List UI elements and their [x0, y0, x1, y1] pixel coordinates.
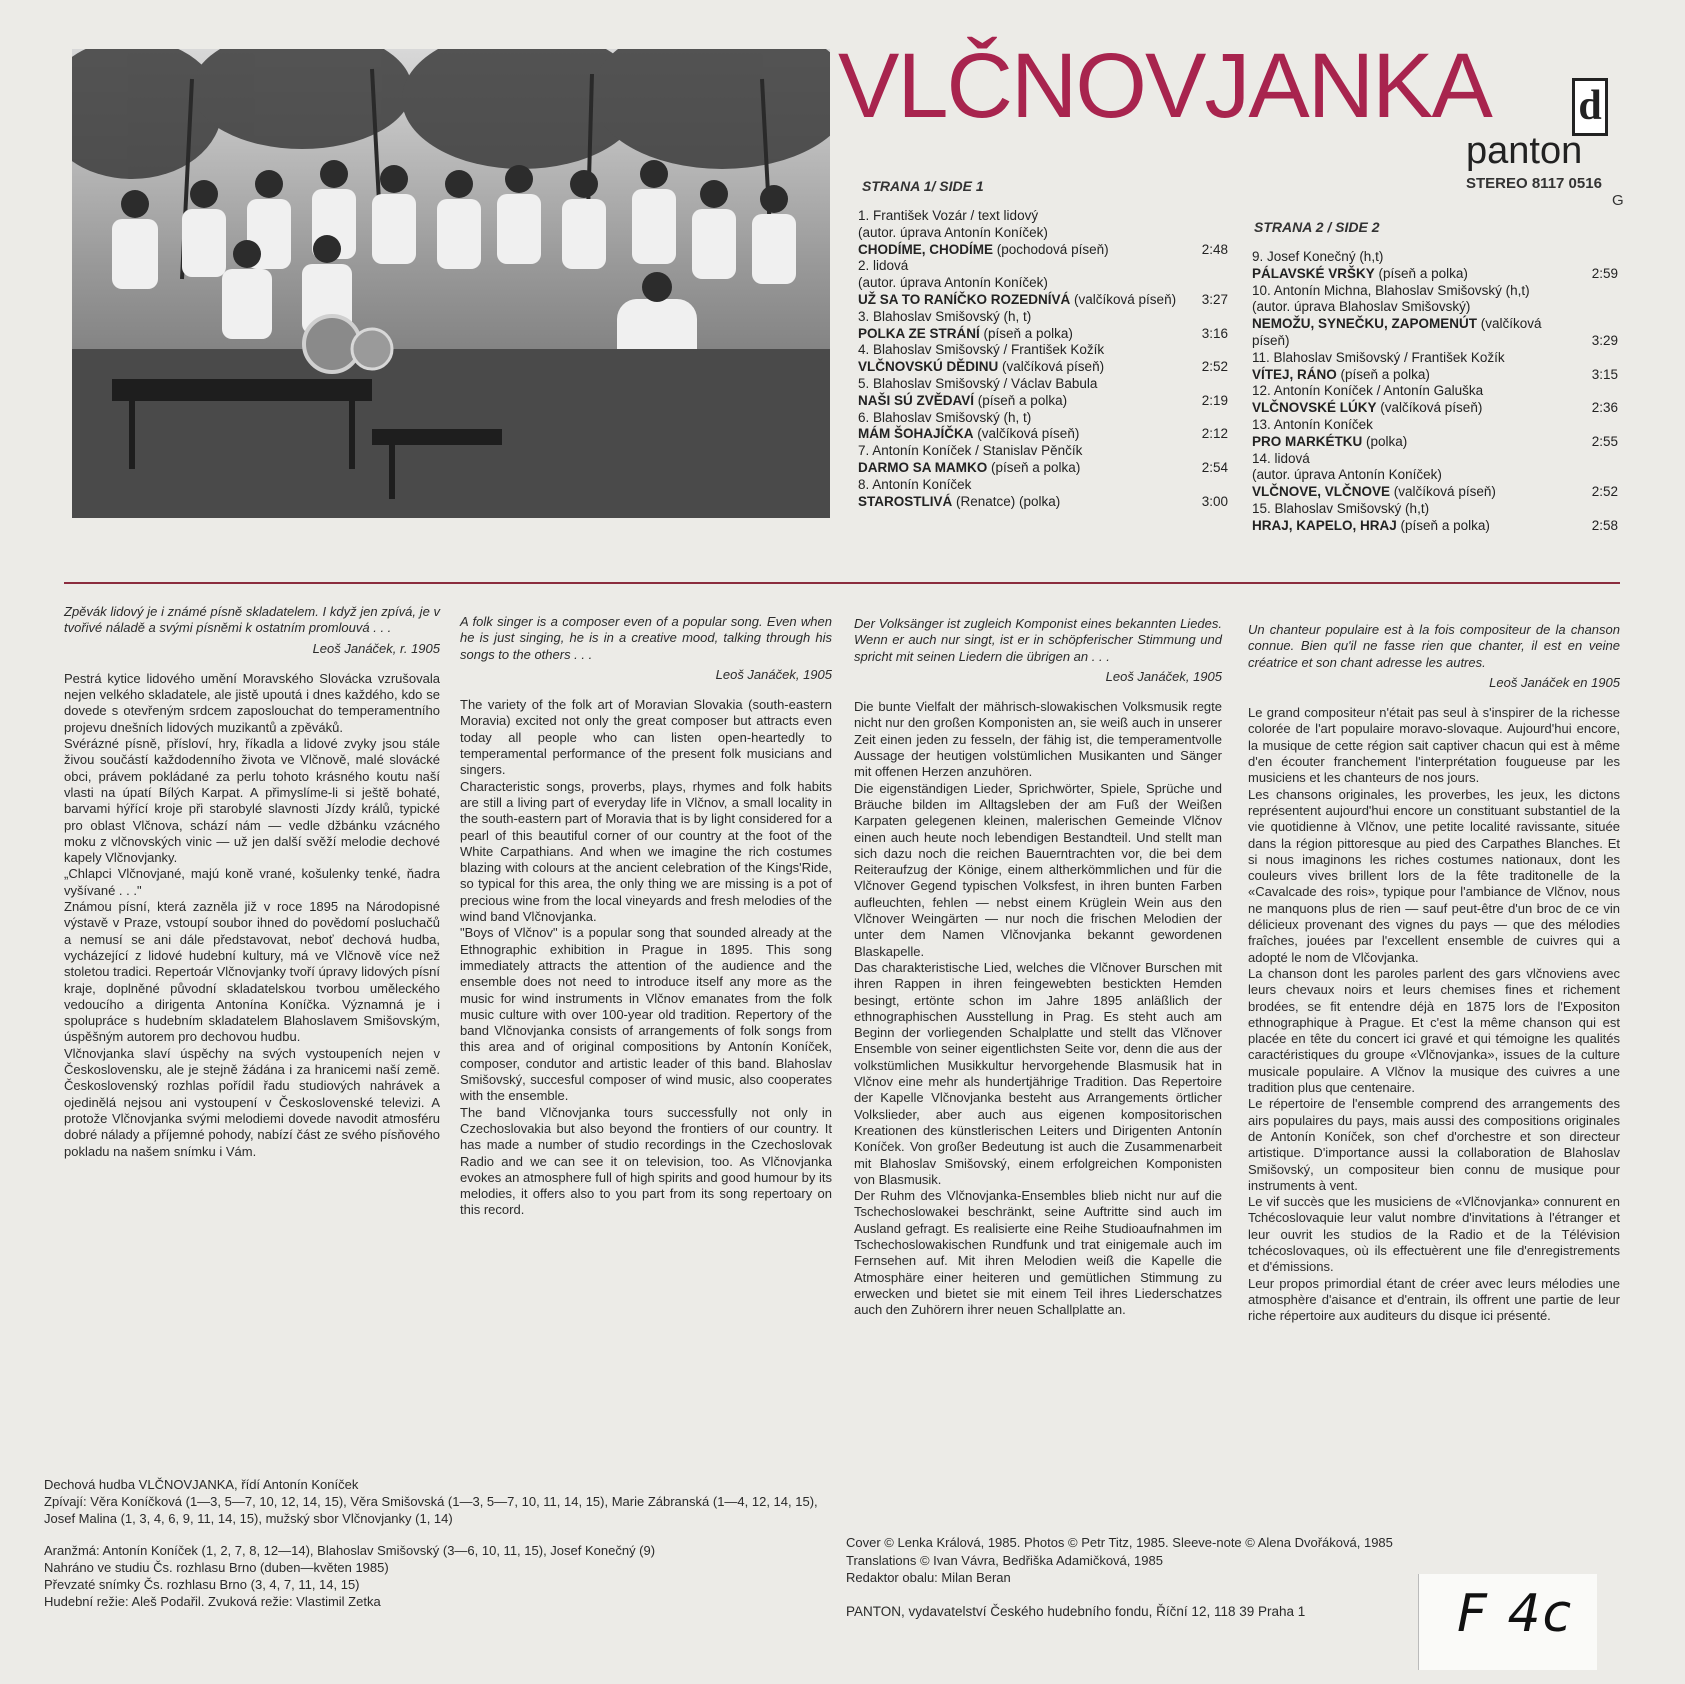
track-style: (píseň a polka)	[1400, 517, 1490, 533]
track-duration: 2:52	[1591, 484, 1618, 500]
track-title: UŽ SA TO RANÍČKO ROZEDNÍVÁ	[858, 291, 1071, 307]
track-style: (valčíková píseň)	[1074, 291, 1177, 307]
credit-line: Hudební režie: Aleš Podařil. Zvuková režie: Vlastimil Zetka	[44, 1594, 381, 1610]
track-duration: 2:52	[1201, 359, 1228, 375]
track-title: PÁLAVSKÉ VRŠKY	[1252, 265, 1375, 281]
track-arrangement: (autor. úprava Antonín Koníček)	[858, 275, 1048, 291]
track-credit: 1. František Vozár / text lidový	[858, 208, 1039, 223]
track-title: CHODÍME, CHODÍME	[858, 241, 993, 257]
track-duration: 2:54	[1201, 459, 1228, 475]
track-duration: 3:00	[1201, 493, 1228, 509]
track-duration: 2:36	[1591, 400, 1618, 416]
track-credit: 15. Blahoslav Smišovský (h,t)	[1252, 500, 1430, 516]
track-credit: 14. lidová	[1252, 450, 1310, 466]
track-duration: 3:27	[1201, 291, 1228, 307]
track-item	[1252, 283, 1618, 350]
grade-letter: G	[1612, 192, 1624, 209]
side2-heading: STRANA 2 / SIDE 2	[1254, 219, 1380, 235]
track-duration: 2:59	[1591, 265, 1618, 281]
track-credit: 10. Antonín Michna, Blahoslav Smišovský (h,t)	[1252, 282, 1530, 298]
track-duration: 2:55	[1591, 433, 1618, 449]
track-duration: 2:48	[1201, 241, 1228, 257]
track-credit: 6. Blahoslav Smišovský (h, t)	[858, 409, 1032, 425]
motto: A folk singer is a composer even of a popular song. Even when he is just singing, he is in a creative mood, talking through his songs to the others . . .	[460, 614, 832, 662]
motto-signature: Leoš Janáček, r. 1905	[312, 640, 440, 656]
note-paragraph: „Chlapci Vlčnovjané, majú koně vrané, košulenky tenké, ňadra vyšívané . . ."	[64, 866, 440, 898]
note-paragraph: Svérázné písně, přísloví, hry, říkadla a lidové zvyky jsou stále živou součástí každodenního života ve Vlčnově, malé slovácké obci, právem pokládané za perlu tohoto krásného koutu naší vlasti na úpatí Bílých Karpat. A přimyslíme-li si ještě bohaté, barvami hýřící kroje při starobylé slavnosti Jízdy králů, typické pro oblast Vlčnova, schází nám — vedle džbánku vzácného moku z vlčnovských vinic — už jen další svěží melodie dechové kapely Vlčnovjanky.	[64, 736, 440, 866]
track-item	[858, 258, 1228, 308]
handwritten-stamp	[1418, 1574, 1597, 1670]
side1-heading: STRANA 1/ SIDE 1	[862, 178, 984, 194]
track-credit: 7. Antonín Koníček / Stanislav Pěnčík	[858, 443, 1083, 459]
track-credit: 13. Antonín Koníček	[1252, 416, 1373, 432]
note-paragraph: Pestrá kytice lidového umění Moravského Slovácka vzrušovala nejen velkého skladatele, ale jistě upoutá i dnes každého, kdo se dovede s otevřeným srdcem zaposlouchat do temperamentního projevu dnešních lidových muzikantů a zpěváků.	[64, 670, 440, 735]
credit-line: Převzaté snímky Čs. rozhlasu Brno (3, 4, 7, 11, 14, 15)	[44, 1577, 360, 1593]
track-item	[858, 342, 1228, 376]
track-style: (píseň a polka)	[991, 459, 1081, 475]
side2-tracklist	[1252, 249, 1618, 535]
track-title: PRO MARKÉTKU	[1252, 433, 1363, 449]
track-style: (polka)	[1366, 433, 1408, 449]
track-title: VLČNOVE, VLČNOVE	[1252, 484, 1391, 500]
note-paragraph: Le grand compositeur n'était pas seul à s'inspirer de la richesse colorée de l'art populaire moravo-slovaque. Aujourd'hui encore, la musique de cette région sait captiver chacun qui est à même d'en écouter franchement l'interprétation fougueuse par les musiciens et les chanteurs de nos jours.	[1248, 705, 1620, 786]
notes-czech	[64, 604, 440, 1160]
track-duration: 3:16	[1201, 325, 1228, 341]
track-duration: 3:29	[1591, 332, 1618, 348]
track-item	[858, 443, 1228, 477]
track-style: (valčíková píseň)	[1380, 400, 1483, 416]
track-duration: 2:12	[1201, 426, 1228, 442]
panton-logo-icon	[1572, 78, 1608, 136]
note-paragraph: The variety of the folk art of Moravian Slovakia (south-eastern Moravia) excited not only the great composer but attracts even today all people who can listen open-heartedly to temperamental performance of the present folk musicians and singers.	[460, 697, 832, 778]
track-style: (pochodová píseň)	[996, 241, 1109, 257]
motto-signature: Leoš Janáček en 1905	[1489, 674, 1620, 690]
track-style: (valčíková píseň)	[1002, 359, 1105, 375]
track-item	[1252, 501, 1618, 535]
track-arrangement: (autor. úprava Blahoslav Smišovský)	[1252, 299, 1471, 315]
album-title-logo: VLČNOVJANKA	[838, 35, 1491, 137]
track-credit: 12. Antonín Koníček / Antonín Galuška	[1252, 383, 1484, 399]
note-paragraph: Characteristic songs, proverbs, plays, rhymes and folk habits are still a living part of everyday life in Vlčnov, a small locality in the south-eastern part of Moravia that is by light considered for a pearl of this beautiful corner of our country at the foot of the White Carpathians. And when we imagine the rich costumes blazing with colours at the ancient celebration of the Kings'Ride, so typical for this area, the only thing we are missing is a pot of precious wine from the local vineyards and fresh melodies of the wind band Vlčnovjanka.	[460, 778, 832, 925]
track-item	[858, 376, 1228, 410]
track-title: NAŠI SÚ ZVĚDAVÍ	[858, 392, 975, 408]
publisher-line: PANTON, vydavatelství Českého hudebního fondu, Říční 12, 118 39 Praha 1	[846, 1604, 1306, 1619]
track-item	[1252, 451, 1618, 501]
track-title: NEMOŽU, SYNEČKU, ZAPOMENÚT	[1252, 316, 1478, 332]
note-paragraph: Le répertoire de l'ensemble comprend des arrangements des airs populaires du pays, mais aussi des compositions originales de Antonín Koníček, son chef d'orchestre et son directeur artistique. D'importance aussi la collaboration de Blahoslav Smišovský, un compositeur bien connu de musique pour instruments à vent.	[1248, 1096, 1620, 1193]
divider-rule	[64, 582, 1620, 584]
track-item	[1252, 417, 1618, 451]
note-paragraph: Leur propos primordial étant de créer avec leurs mélodies une atmosphère d'aisance et d'entrain, ils offrent une partie de leur riche répertoire aux auditeurs du disque ici présenté.	[1248, 1275, 1620, 1324]
motto: Zpěvák lidový je i známé písně skladatelem. I když jen zpívá, je v tvořivé náladě a svými písněmi k ostatním promlouvá . . .	[64, 604, 440, 636]
track-arrangement: (autor. úprava Antonín Koníček)	[1252, 467, 1442, 483]
track-title: POLKA ZE STRÁNÍ	[858, 325, 980, 341]
track-duration: 2:58	[1591, 517, 1618, 533]
notes-english	[460, 614, 832, 1219]
credit-line: Aranžmá: Antonín Koníček (1, 2, 7, 8, 12—14), Blahoslav Smišovský (3—6, 10, 11, 15), Josef Konečný (9)	[44, 1542, 656, 1558]
track-title: STAROSTLIVÁ	[858, 493, 953, 509]
stamp-text: F 4c	[1457, 1584, 1574, 1644]
notes-french	[1248, 622, 1620, 1324]
track-item	[858, 309, 1228, 343]
note-paragraph: Les chansons originales, les proverbes, les jeux, les dictons représentent aujourd'hui encore un constituant substantiel de la vie quotidienne à Vlčnov, une petite localité ravissante, située dans la région pittoresque au pied des Carpathes Blanches. Et si nous imaginons les riches costumes nationaux, dont les couleurs vives brillent lors de la fête traditonelle de la «Cavalcade des rois», typique pour l'ambiance de Vlčnov, nous ne manquons plus de rien — sauf peut-être d'un broc de ce vin délicieux provenant des vignes du pays — que des mélodies fraîches, jouées par l'excellent ensemble de cuivres qui a adopté le nom de Vlčovjanka.	[1248, 786, 1620, 965]
track-credit: 4. Blahoslav Smišovský / František Kožík	[858, 342, 1105, 358]
track-style: (valčíková píseň)	[1252, 316, 1542, 348]
track-duration: 3:15	[1591, 366, 1618, 382]
credit-line: Cover © Lenka Králová, 1985. Photos © Petr Titz, 1985. Sleeve-note © Alena Dvořáková, 1985	[846, 1535, 1393, 1550]
note-paragraph: Die eigenständigen Lieder, Sprichwörter, Spiele, Sprüche und Bräuche bilden im Alltagsleben der am Fuß der Weißen Karpaten gelegenen kleinen, malerischen Gemeinde Vlčnov einen auch heute noch lebendigen Bestandteil. Und stellt man sich dazu noch die reichen Bauerntrachten vor, die bei dem Reiteraufzug der Könige, einem altherkömmlichen und für die Vlčnover Gegend typischen Volksfest, in ihren bunten Farben aufleuchten, fehlen — nebst einem Krüglein Wein aus den Vlčnover Weingärten — nur noch die frischen Melodien der unter dem Namen Vlčnovjanka bekannt gewordenen Blaskapelle.	[854, 780, 1222, 959]
track-credit: 9. Josef Konečný (h,t)	[1252, 249, 1384, 264]
motto-signature: Leoš Janáček, 1905	[715, 666, 832, 682]
note-paragraph: Známou písní, která zazněla již v roce 1895 na Národopisné výstavě v Praze, vstoupí soubor ihned do povědomí posluchačů a nemusí se ani dále představovat, neboť dechová hudba, vycházející z lidové hudební kultury, má ve Vlčnově více než stoletou tradici. Repertoár Vlčnovjanky tvoří úpravy lidových písní kraje, doplněné původní skladatelskou tvorbou uměleckého vedoucího a dirigenta Antonína Koníčka. Významná je i spolupráce s hudebním skladatelem Blahoslavem Smišovským, úspěšným autorem pro dechovou hudbu.	[64, 899, 440, 1045]
track-title: MÁM ŠOHAJÍČKA	[858, 426, 974, 442]
track-style: (valčíková píseň)	[1393, 484, 1496, 500]
track-style: (Renatce) (polka)	[956, 493, 1061, 509]
track-item	[1252, 383, 1618, 417]
note-paragraph: Vlčnovjanka slaví úspěchy na svých vystoupeních nejen v Československu, ale je stejně žádána i za hranicemi naší země. Československý rozhlas pořídil řadu studiových nahrávek a ojedinělá nejsou ani vystoupení v Československé televizi. A protože Vlčnovjanka svými melodiemi dovede navodit atmosféru dobré nálady a příjemné pohody, nabízí část ze svého písňového pokladu na našem snímku i Vám.	[64, 1045, 440, 1159]
note-paragraph: "Boys of Vlčnov" is a popular song that sounded already at the Ethnographic exhibition in Prague in 1895. This song immediately attracts the attention of the audience and the ensemble does not need to introduce itself any more as the music for wind instruments in Vlčnov emanates from the folk music culture with over 100-year old tradition. Repertory of the band Vlčnovjanka consists of arrangements of folk songs from this area and of original compositions by Antonín Koníček, composer, condutor and artistic leader of this band. Blahoslav Smišovský, succesful composer of wind music, also cooperates with the ensemble.	[460, 925, 832, 1104]
credit-line: Translations © Ivan Vávra, Bedřiška Adamičková, 1985	[846, 1552, 1163, 1568]
band-photo	[72, 49, 830, 518]
note-paragraph: The band Vlčnovjanka tours successfully not only in Czechoslovakia but also beyond the frontiers of our country. It has made a number of studio recordings in the Czechoslovak Radio and we can see it on television, too. As Vlčnovjanka evokes an atmosphere full of high spirits and good humour by its melodies, it offers also to you part from its song repertoary on this record.	[460, 1104, 832, 1218]
motto: Der Volksänger ist zugleich Komponist eines bekannten Liedes. Wenn er auch nur singt, ist er in schöpferischer Stimmung und spricht mit seinen Liedern die übrigen an . . .	[854, 616, 1222, 664]
track-style: (valčíková píseň)	[977, 426, 1080, 442]
track-style: (píseň a polka)	[983, 325, 1073, 341]
track-item	[858, 208, 1228, 258]
note-paragraph: Die bunte Vielfalt der mährisch-slowakischen Volksmusik regte nicht nur den großen Komponisten an, sie weiß auch in unserer Zeit einen jeden zu fesseln, der fähig ist, die temperamentvolle Aussage der heutigen volstümlichen Musikanten und Sänger mit offenen Herzen anzuhören.	[854, 699, 1222, 780]
label-mark: d	[1578, 83, 1602, 129]
credit-line: Redaktor obalu: Milan Beran	[846, 1570, 1011, 1585]
track-title: VLČNOVSKÉ LÚKY	[1252, 400, 1377, 416]
track-title: VÍTEJ, RÁNO	[1252, 366, 1337, 382]
track-duration: 2:19	[1201, 392, 1228, 408]
track-item	[858, 410, 1228, 444]
track-credit: 2. lidová	[858, 258, 909, 274]
track-title: HRAJ, KAPELO, HRAJ	[1252, 517, 1397, 533]
track-item	[858, 477, 1228, 511]
track-style: (píseň a polka)	[977, 392, 1068, 408]
note-paragraph: Das charakteristische Lied, welches die Vlčnover Burschen mit ihren Rappen in ihren feingewebten bestickten Hemden besingt, ertönte schon im Jahre 1895 anläßlich der ethnographischen Ausstellung in Prag. Es steht auch am Beginn der vorliegenden Schalplatte und stellt das Vlčnover Ensemble von seiner eigentlichsten Seite vor, denn die aus der volkstümlichen Musikkultur hervorgehende Blasmusik hat in Vlčnov eine mehr als hundertjährige Tradition. Das Repertoire der Kapelle Vlčnovjanka besteht aus Arrangements örtlicher Volkslieder, aber auch aus eigenen kompositorischen Kreationen des künstlerischen Leiters und Dirigenten Antonín Koníček. Von großer Bedeutung ist auch die Zusammenarbeit mit Blahoslav Smišovský, einem erfolgreichen Komponisten von Blasmusik.	[854, 959, 1222, 1187]
track-item	[1252, 249, 1618, 283]
track-style: (píseň a polka)	[1378, 265, 1468, 281]
track-title: DARMO SA MAMKO	[858, 459, 988, 475]
credit-line: Zpívají: Věra Koníčková (1—3, 5—7, 10, 12, 14, 15), Věra Smišovská (1—3, 5—7, 10, 11, 14, 15), Marie Zábranská (1—4, 12, 14, 15), Josef Malina (1, 3, 4, 6, 9, 11, 14, 15), mužský sbor Vlčnovjanky (1, 14)	[44, 1494, 818, 1527]
credits-czech	[44, 1476, 824, 1610]
side1-tracklist	[858, 208, 1228, 510]
track-credit: 8. Antonín Koníček	[858, 476, 972, 492]
note-paragraph: La chanson dont les paroles parlent des gars vlčnoviens avec leurs chevaux noirs et leurs chemises fines et richement brodées, se fit entendre déjà en 1875 lors de l'Expositon ethnographique à Prague. Et c'est la même chanson qui est placée en tête du concert ici gravé et qui témoigne les qualités caractéristiques du groupe «Vlčnovjanka», issues de la culture musicale populaire. A Vlčnov la musique des cuivres a une tradition plus que centenaire.	[1248, 965, 1620, 1096]
catalog-number: STEREO 8117 0516	[1466, 175, 1602, 192]
label-name: panton	[1466, 130, 1583, 172]
track-title: VLČNOVSKÚ DĚDINU	[858, 359, 999, 375]
credit-line: Dechová hudba VLČNOVJANKA, řídí Antonín Koníček	[44, 1477, 359, 1492]
track-credit: 11. Blahoslav Smišovský / František Kožík	[1252, 349, 1505, 365]
track-arrangement: (autor. úprava Antonín Koníček)	[858, 224, 1048, 240]
note-paragraph: Le vif succès que les musiciens de «Vlčnovjanka» connurent en Tchécoslovaquie leur valut nombre d'invitations à l'étranger et leur ouvrit les studios de la Radio et de la Télévision tchécoslovaques, où ils effectuèrent une file d'enregistrements et d'émissions.	[1248, 1194, 1620, 1275]
track-credit: 3. Blahoslav Smišovský (h, t)	[858, 308, 1032, 324]
notes-german	[854, 616, 1222, 1318]
motto: Un chanteur populaire est à la fois compositeur de la chanson connue. Bien qu'il ne fasse rien que chanter, il est en veine créatrice et son chant adresse les autres.	[1248, 622, 1620, 670]
track-item	[1252, 350, 1618, 384]
track-style: (píseň a polka)	[1340, 366, 1430, 382]
track-credit: 5. Blahoslav Smišovský / Václav Babula	[858, 375, 1098, 391]
motto-signature: Leoš Janáček, 1905	[1105, 668, 1222, 684]
credit-line: Nahráno ve studiu Čs. rozhlasu Brno (duben—květen 1985)	[44, 1559, 389, 1575]
note-paragraph: Der Ruhm des Vlčnovjanka-Ensembles blieb nicht nur auf die Tschechoslowakei beschränkt, seine Auftritte sind auch im Ausland gefragt. Es realisierte eine Reihe Studioaufnahmen im Tschechoslowakischen Rundfunk und trat einigemale auch im Fernsehen auf. Mit ihren Melodien weiß die Kapelle die Atmosphäre einer heiteren und gemütlichen Stimmung zu erwecken und bietet sie mit einem Teil ihres Liederschatzes auch den Zuhörern ihrer neuen Schallplatte an.	[854, 1188, 1222, 1318]
